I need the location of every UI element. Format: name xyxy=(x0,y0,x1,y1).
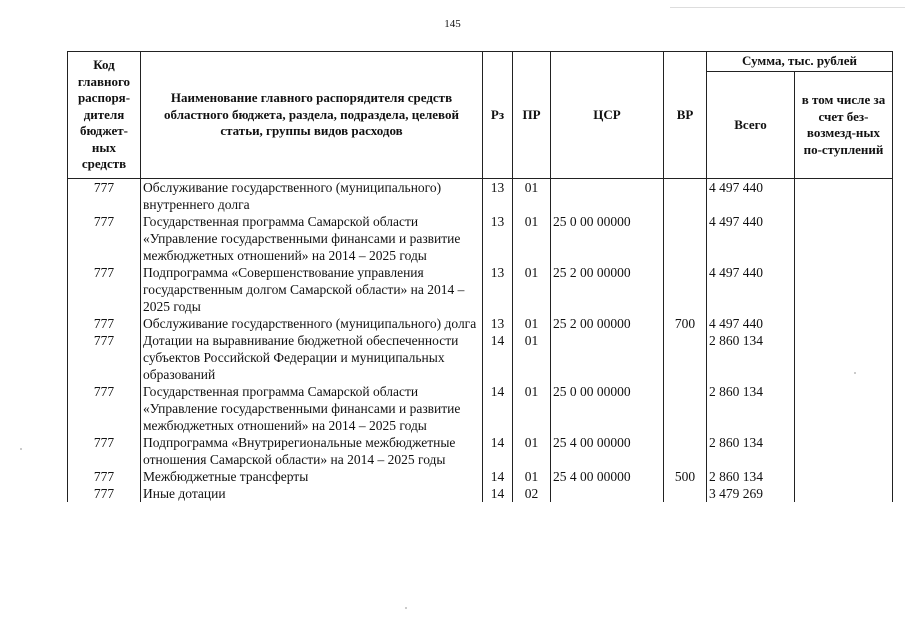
header-vr: ВР xyxy=(664,52,707,179)
cell-pr: 01 xyxy=(513,434,551,468)
cell-vr xyxy=(664,213,707,264)
scan-edge-line xyxy=(670,7,905,8)
cell-pr: 01 xyxy=(513,332,551,383)
cell-pr: 01 xyxy=(513,213,551,264)
cell-incl xyxy=(795,485,893,502)
cell-incl xyxy=(795,264,893,315)
cell-name: Подпрограмма «Внутрирегиональные межбюджетные отношения Самарской области» на 2014 – 2025 годы xyxy=(141,434,483,468)
table-row xyxy=(68,383,893,434)
cell-vr xyxy=(664,383,707,434)
cell-csr xyxy=(551,179,664,214)
cell-incl xyxy=(795,315,893,332)
table-row xyxy=(68,213,893,264)
cell-pr: 02 xyxy=(513,485,551,502)
cell-pr: 01 xyxy=(513,383,551,434)
cell-vr xyxy=(664,332,707,383)
cell-name: Обслуживание государственного (муниципального) долга xyxy=(141,315,483,332)
cell-rz: 13 xyxy=(483,213,513,264)
cell-code: 777 xyxy=(68,315,141,332)
cell-total: 2 860 134 xyxy=(707,332,795,383)
cell-name: Государственная программа Самарской области «Управление государственными финансами и развитие межбюджетных отношений» на 2014 – 2025 годы xyxy=(141,383,483,434)
cell-name: Обслуживание государственного (муниципального) внутреннего долга xyxy=(141,179,483,214)
cell-incl xyxy=(795,213,893,264)
cell-pr: 01 xyxy=(513,315,551,332)
cell-name: Подпрограмма «Совершенствование управления государственным долгом Самарской области» на 2014 – 2025 годы xyxy=(141,264,483,315)
budget-table xyxy=(67,51,893,502)
table-body xyxy=(68,179,893,503)
cell-code: 777 xyxy=(68,434,141,468)
header-code: Код главного распоря-дителя бюджет-ных средств xyxy=(68,52,141,179)
header-incl: в том числе за счет без-возмезд-ных по-ступлений xyxy=(795,72,893,179)
cell-rz: 14 xyxy=(483,383,513,434)
cell-rz: 13 xyxy=(483,179,513,214)
cell-csr xyxy=(551,332,664,383)
cell-vr: 500 xyxy=(664,468,707,485)
cell-vr xyxy=(664,179,707,214)
cell-vr xyxy=(664,434,707,468)
cell-code: 777 xyxy=(68,485,141,502)
header-sum: Сумма, тыс. рублей xyxy=(707,52,893,72)
table-row xyxy=(68,315,893,332)
cell-total: 2 860 134 xyxy=(707,383,795,434)
cell-total: 3 479 269 xyxy=(707,485,795,502)
cell-total: 4 497 440 xyxy=(707,315,795,332)
cell-incl xyxy=(795,332,893,383)
cell-code: 777 xyxy=(68,383,141,434)
cell-name: Иные дотации xyxy=(141,485,483,502)
cell-rz: 14 xyxy=(483,434,513,468)
cell-total: 2 860 134 xyxy=(707,468,795,485)
cell-vr: 700 xyxy=(664,315,707,332)
cell-pr: 01 xyxy=(513,179,551,214)
cell-code: 777 xyxy=(68,332,141,383)
cell-total: 4 497 440 xyxy=(707,264,795,315)
cell-vr xyxy=(664,485,707,502)
table-row xyxy=(68,264,893,315)
cell-csr: 25 0 00 00000 xyxy=(551,383,664,434)
cell-code: 777 xyxy=(68,264,141,315)
cell-rz: 14 xyxy=(483,332,513,383)
cell-code: 777 xyxy=(68,179,141,214)
table-row xyxy=(68,485,893,502)
cell-pr: 01 xyxy=(513,468,551,485)
cell-total: 4 497 440 xyxy=(707,213,795,264)
cell-rz: 13 xyxy=(483,315,513,332)
cell-rz: 14 xyxy=(483,485,513,502)
cell-total: 4 497 440 xyxy=(707,179,795,214)
header-rz: Рз xyxy=(483,52,513,179)
cell-rz: 14 xyxy=(483,468,513,485)
cell-csr: 25 4 00 00000 xyxy=(551,434,664,468)
scan-speck xyxy=(854,372,856,374)
cell-name: Межбюджетные трансферты xyxy=(141,468,483,485)
cell-incl xyxy=(795,468,893,485)
cell-csr: 25 2 00 00000 xyxy=(551,315,664,332)
cell-incl xyxy=(795,179,893,214)
table-row xyxy=(68,179,893,214)
cell-pr: 01 xyxy=(513,264,551,315)
cell-code: 777 xyxy=(68,468,141,485)
page-number: 145 xyxy=(444,18,461,30)
cell-name: Государственная программа Самарской области «Управление государственными финансами и развитие межбюджетных отношений» на 2014 – 2025 годы xyxy=(141,213,483,264)
scan-speck xyxy=(405,607,407,609)
header-name: Наименование главного распорядителя средств областного бюджета, раздела, подраздела, целевой статьи, группы видов расходов xyxy=(141,52,483,179)
cell-csr: 25 2 00 00000 xyxy=(551,264,664,315)
cell-incl xyxy=(795,383,893,434)
table-row xyxy=(68,468,893,485)
cell-vr xyxy=(664,264,707,315)
cell-rz: 13 xyxy=(483,264,513,315)
header-csr: ЦСР xyxy=(551,52,664,179)
cell-incl xyxy=(795,434,893,468)
header-pr: ПР xyxy=(513,52,551,179)
table-row xyxy=(68,332,893,383)
table-header xyxy=(68,52,893,179)
cell-code: 777 xyxy=(68,213,141,264)
header-total: Всего xyxy=(707,72,795,179)
cell-csr xyxy=(551,485,664,502)
cell-name: Дотации на выравнивание бюджетной обеспеченности субъектов Российской Федерации и муниципальных образований xyxy=(141,332,483,383)
cell-total: 2 860 134 xyxy=(707,434,795,468)
cell-csr: 25 4 00 00000 xyxy=(551,468,664,485)
table-row xyxy=(68,434,893,468)
scan-speck xyxy=(20,448,22,450)
cell-csr: 25 0 00 00000 xyxy=(551,213,664,264)
